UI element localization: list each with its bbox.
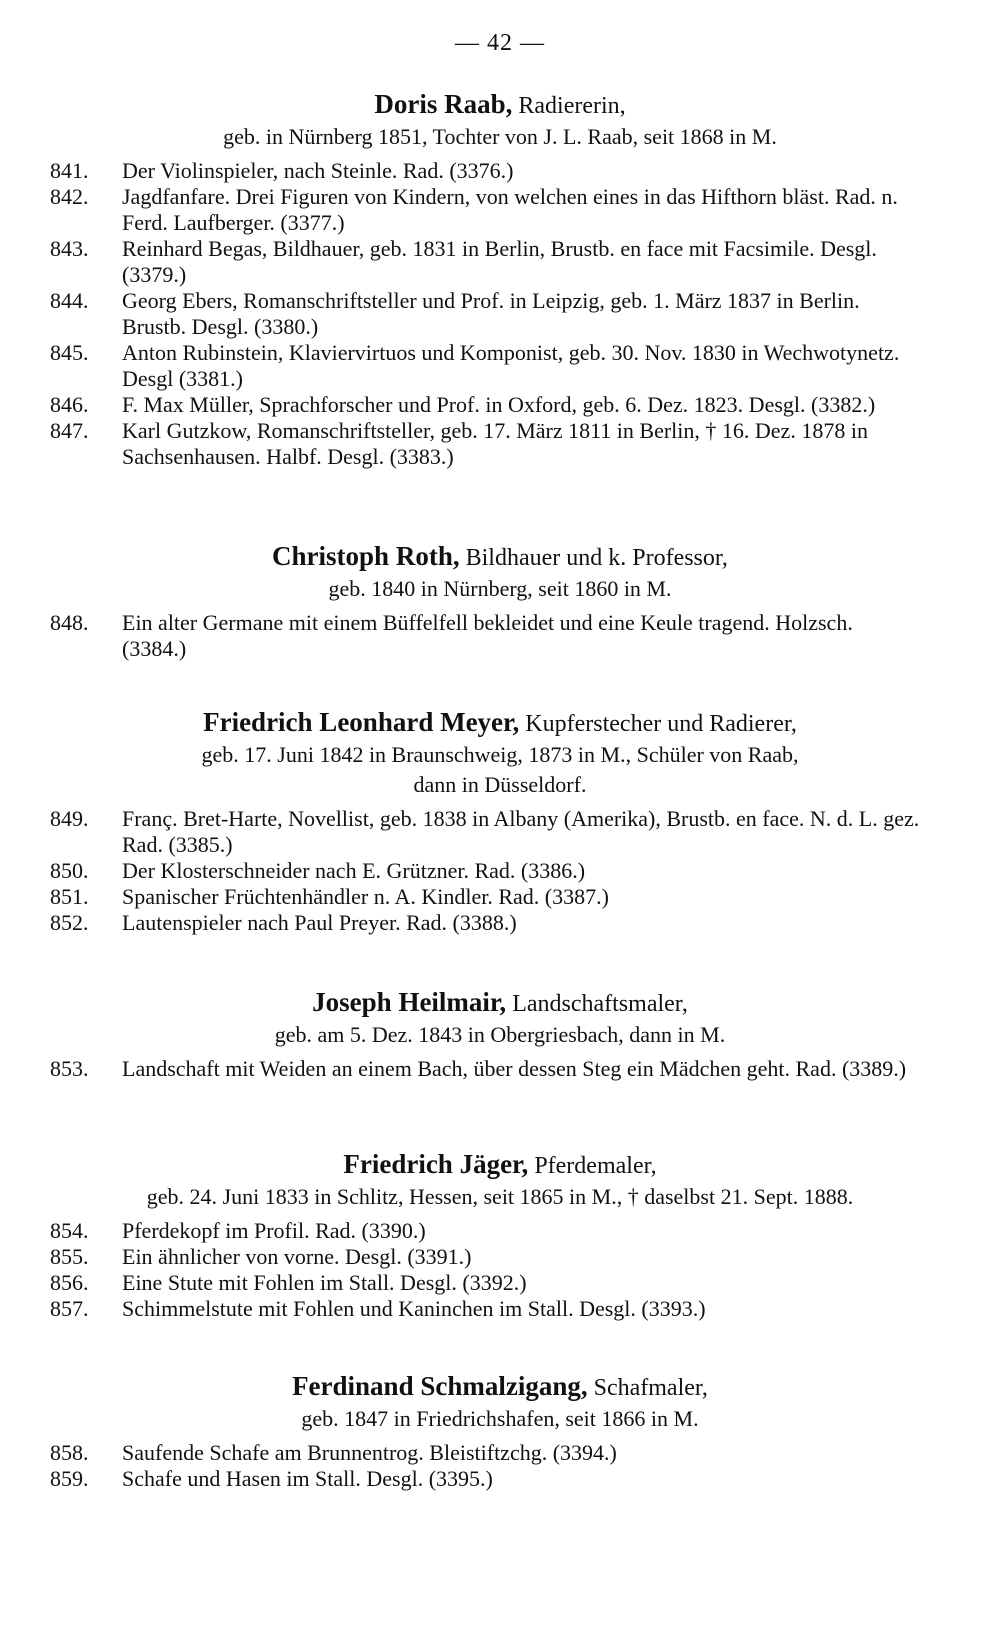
entry-number: 847. (50, 418, 89, 443)
catalog-entry (0, 1466, 1000, 1492)
artist-bio-line: geb. am 5. Dez. 1843 in Obergriesbach, dann in M. (274, 1022, 726, 1047)
catalog-entry-list (0, 158, 1000, 470)
entry-number: 858. (50, 1440, 89, 1465)
entry-text: Ein ähnlicher von vorne. Desgl. (3391.) (122, 1244, 472, 1269)
artist-section (0, 1370, 1000, 1492)
entry-number: 857. (50, 1296, 89, 1321)
artist-name: Joseph Heilmair, (312, 987, 507, 1017)
artist-bio-line: geb. in Nürnberg 1851, Tochter von J. L. Raab, seit 1868 in M. (223, 124, 777, 149)
artist-section (0, 1148, 1000, 1322)
catalog-entry (0, 418, 1000, 470)
entry-text: Saufende Schafe am Brunnentrog. Bleistiftzchg. (3394.) (122, 1440, 617, 1465)
artist-name: Christoph Roth, (272, 541, 460, 571)
entry-text: Reinhard Begas, Bildhauer, geb. 1831 in Berlin, Brustb. en face mit Facsimile. Desgl. (3379.) (122, 236, 877, 287)
artist-role: Radiererin, (518, 93, 626, 119)
artist-role: Bildhauer und k. Professor, (465, 545, 728, 571)
artist-heading (0, 540, 1000, 574)
artist-name: Friedrich Leonhard Meyer, (203, 707, 520, 737)
artist-heading (0, 88, 1000, 122)
catalog-entry (0, 340, 1000, 392)
entry-number: 854. (50, 1218, 89, 1243)
catalog-entry (0, 392, 1000, 418)
catalog-entry-list (0, 610, 1000, 662)
entry-text: Pferdekopf im Profil. Rad. (3390.) (122, 1218, 426, 1243)
artist-section (0, 706, 1000, 936)
artist-heading (0, 1148, 1000, 1182)
entry-text: Georg Ebers, Romanschriftsteller und Prof. in Leipzig, geb. 1. März 1837 in Berlin. Brustb. Desgl. (3380.) (122, 288, 860, 339)
artist-name: Ferdinand Schmalzigang, (292, 1371, 588, 1401)
catalog-entry (0, 1440, 1000, 1466)
artist-bio-line: geb. 1847 in Friedrichshafen, seit 1866 in M. (301, 1406, 699, 1431)
artist-role: Landschaftsmaler, (512, 991, 688, 1017)
entry-number: 846. (50, 392, 89, 417)
entry-number: 843. (50, 236, 89, 261)
catalog-entry (0, 158, 1000, 184)
entry-number: 841. (50, 158, 89, 183)
entry-text: Jagdfanfare. Drei Figuren von Kindern, von welchen eines in das Hifthorn bläst. Rad. n. Ferd. Laufberger. (3377.) (122, 184, 898, 235)
artist-name: Friedrich Jäger, (343, 1149, 529, 1179)
entry-number: 848. (50, 610, 89, 635)
entry-text: Spanischer Früchtenhändler n. A. Kindler. Rad. (3387.) (122, 884, 609, 909)
artist-bio-line: dann in Düsseldorf. (413, 772, 587, 797)
catalog-entry (0, 288, 1000, 340)
catalog-entry (0, 1218, 1000, 1244)
catalog-entry (0, 806, 1000, 858)
entry-text: Eine Stute mit Fohlen im Stall. Desgl. (3392.) (122, 1270, 527, 1295)
artist-role: Pferdemaler, (534, 1153, 657, 1179)
entry-number: 844. (50, 288, 89, 313)
entry-text: Schafe und Hasen im Stall. Desgl. (3395.) (122, 1466, 493, 1491)
entry-number: 842. (50, 184, 89, 209)
catalog-entry (0, 858, 1000, 884)
entry-text: Lautenspieler nach Paul Preyer. Rad. (3388.) (122, 910, 517, 935)
catalog-entry-list (0, 1056, 1000, 1082)
artist-bio-line: geb. 24. Juni 1833 in Schlitz, Hessen, seit 1865 in M., † daselbst 21. Sept. 1888. (146, 1184, 854, 1209)
entry-number: 850. (50, 858, 89, 883)
entry-text: Schimmelstute mit Fohlen und Kaninchen im Stall. Desgl. (3393.) (122, 1296, 706, 1321)
catalog-entry (0, 1244, 1000, 1270)
artist-section (0, 540, 1000, 662)
catalog-entry (0, 1056, 1000, 1082)
entry-number: 855. (50, 1244, 89, 1269)
entry-number: 849. (50, 806, 89, 831)
artist-heading (0, 1370, 1000, 1404)
artist-section (0, 88, 1000, 470)
catalog-entry-list (0, 806, 1000, 936)
artist-name: Doris Raab, (374, 89, 513, 119)
catalog-entry-list (0, 1440, 1000, 1492)
entry-text: F. Max Müller, Sprachforscher und Prof. in Oxford, geb. 6. Dez. 1823. Desgl. (3382.) (122, 392, 876, 417)
entry-text: Der Violinspieler, nach Steinle. Rad. (3376.) (122, 158, 514, 183)
entry-text: Landschaft mit Weiden an einem Bach, über dessen Steg ein Mädchen geht. Rad. (3389.) (122, 1056, 907, 1081)
page-number: — 42 — (455, 30, 545, 56)
entry-text: Ein alter Germane mit einem Büffelfell bekleidet und eine Keule tragend. Holzsch. (3384.) (122, 610, 853, 661)
catalog-entry (0, 1296, 1000, 1322)
entry-number: 853. (50, 1056, 89, 1081)
artist-bio-line: geb. 1840 in Nürnberg, seit 1860 in M. (328, 576, 672, 601)
catalog-entry (0, 236, 1000, 288)
entry-number: 845. (50, 340, 89, 365)
entry-text: Franç. Bret-Harte, Novellist, geb. 1838 in Albany (Amerika), Brustb. en face. N. d. L. gez. Rad. (3385.) (122, 806, 920, 857)
catalog-entry (0, 610, 1000, 662)
catalog-entry-list (0, 1218, 1000, 1322)
artist-heading (0, 986, 1000, 1020)
entry-text: Der Klosterschneider nach E. Grützner. Rad. (3386.) (122, 858, 586, 883)
artist-bio-line: geb. 17. Juni 1842 in Braunschweig, 1873 in M., Schüler von Raab, (201, 742, 799, 767)
artist-heading (0, 706, 1000, 740)
entry-text: Anton Rubinstein, Klaviervirtuos und Komponist, geb. 30. Nov. 1830 in Wechwotynetz. Desgl (3381.) (122, 340, 900, 391)
artist-role: Kupferstecher und Radierer, (525, 711, 797, 737)
entry-number: 856. (50, 1270, 89, 1295)
entry-number: 859. (50, 1466, 89, 1491)
entry-number: 852. (50, 910, 89, 935)
catalog-entry (0, 884, 1000, 910)
artist-section (0, 986, 1000, 1082)
entry-text: Karl Gutzkow, Romanschriftsteller, geb. 17. März 1811 in Berlin, † 16. Dez. 1878 in Sachsenhausen. Halbf. Desgl. (3383.) (122, 418, 868, 469)
entry-number: 851. (50, 884, 89, 909)
catalog-entry (0, 1270, 1000, 1296)
catalog-entry (0, 910, 1000, 936)
catalog-entry (0, 184, 1000, 236)
artist-role: Schafmaler, (593, 1375, 708, 1401)
